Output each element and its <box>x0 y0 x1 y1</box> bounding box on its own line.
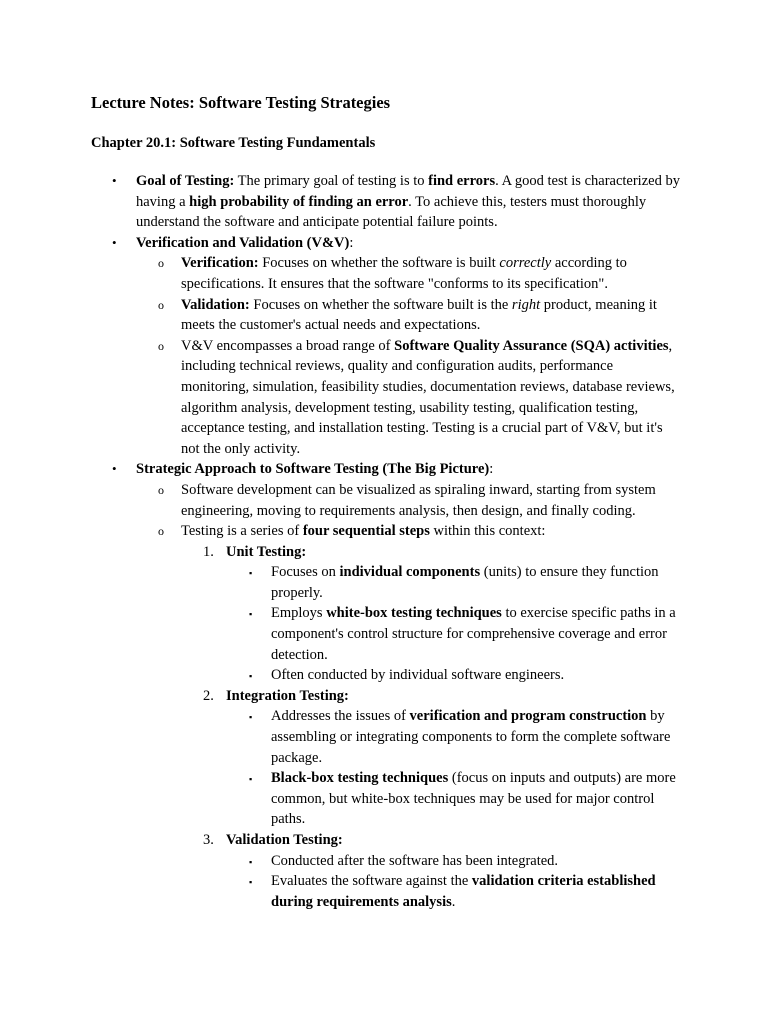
item-emphasis: Black-box testing techniques <box>271 770 449 787</box>
bullet-marker: • <box>112 461 117 477</box>
strategic-colon: : <box>489 461 494 478</box>
list-item <box>249 851 681 872</box>
step-validation-testing <box>203 830 681 851</box>
item-text: (units) to ensure they function properly. <box>271 564 659 601</box>
item-emphasis: white-box testing techniques <box>326 605 502 622</box>
step-label: Integration Testing: <box>226 687 349 704</box>
list-item <box>249 603 681 665</box>
square-marker: ▪ <box>249 856 253 867</box>
sub-bullet-marker: o <box>158 482 164 497</box>
item-text: . <box>451 893 456 910</box>
square-marker: ▪ <box>249 712 253 723</box>
strategic-label: Strategic Approach to Software Testing (The Big Picture) <box>136 461 490 478</box>
notes-body <box>0 171 768 912</box>
sub-bullet-marker: o <box>158 297 164 312</box>
verification-italic: correctly <box>499 255 552 272</box>
bullet-verification-validation <box>112 233 681 254</box>
item-text: by assembling or integrating components to form the complete software package. <box>271 708 671 766</box>
sub-bullet-marker: o <box>158 338 164 353</box>
sub-bullet-verification <box>158 253 681 294</box>
chapter-heading: Chapter 20.1: Software Testing Fundamentals <box>91 135 376 151</box>
sqa-emphasis: Software Quality Assurance (SQA) activities <box>394 337 669 354</box>
bullet-marker: • <box>112 234 117 250</box>
spiral-text: Software development can be visualized as spiraling inward, starting from system engineering, moving to requirements analysis, then design, and finally coding. <box>181 481 656 519</box>
step-label: Validation Testing: <box>226 832 343 848</box>
item-emphasis: verification and program construction <box>409 708 647 725</box>
item-text: Focuses on <box>271 564 340 581</box>
item-text: to exercise specific paths in a component's control structure for comprehensive coverage and error detection. <box>271 605 676 663</box>
verification-label: Verification: <box>181 255 259 272</box>
sqa-text: , including technical reviews, quality and configuration audits, performance monitoring, simulation, feasibility studies, documentation reviews, database reviews, algorithm analysis, development testing, usability testing, qualification testing, acceptance testing, and installation testing. Testing is a crucial part of V&V, but it's not the only activity. <box>181 337 675 457</box>
sub-bullet-marker: o <box>158 524 164 539</box>
bullet-marker: • <box>112 173 117 188</box>
item-text: Conducted after the software has been integrated. <box>271 852 559 869</box>
list-item <box>249 706 681 768</box>
sub-bullet-validation <box>158 295 681 336</box>
item-text: (focus on inputs and outputs) are more common, but white-box techniques may be used for major control paths. <box>271 770 676 828</box>
list-item <box>249 562 681 603</box>
validation-label: Validation: <box>181 296 250 313</box>
sub-bullet-marker: o <box>158 256 164 271</box>
bullet-goal-of-testing <box>112 171 681 233</box>
goal-text: . A good test is characterized by having a <box>136 173 680 210</box>
square-marker: ▪ <box>249 568 253 579</box>
bullet-strategic-approach <box>112 459 681 480</box>
goal-emphasis: high probability of finding an error <box>189 193 409 210</box>
list-item <box>249 871 681 912</box>
step-integration-testing <box>203 686 681 707</box>
list-item <box>249 768 681 830</box>
step-number: 2. <box>203 687 214 704</box>
goal-text: . To achieve this, testers must thoroughly understand the software and anticipate potential failure points. <box>136 193 647 231</box>
item-text: Addresses the issues of <box>271 708 410 725</box>
item-emphasis: validation criteria established during requirements analysis <box>271 873 656 910</box>
square-marker: ▪ <box>249 671 253 682</box>
square-marker: ▪ <box>249 877 253 888</box>
validation-text: product, meaning it meets the customer's actual needs and expectations. <box>181 296 657 334</box>
step-number: 1. <box>203 543 214 560</box>
sub-bullet-steps-intro <box>158 521 681 542</box>
item-text: Evaluates the software against the <box>271 873 472 890</box>
sub-bullet-sqa <box>158 336 681 460</box>
item-text: Employs <box>271 605 327 622</box>
item-emphasis: individual components <box>339 564 481 581</box>
page-title: Lecture Notes: Software Testing Strategies <box>91 93 391 112</box>
step-number: 3. <box>203 832 214 848</box>
step-label: Unit Testing: <box>226 543 307 560</box>
sub-bullet-spiral <box>158 480 681 521</box>
verification-text: according to specifications. It ensures that the software "conforms to its specification". <box>181 255 627 292</box>
square-marker: ▪ <box>249 609 253 620</box>
steps-intro-text: Testing is a series of <box>181 523 303 540</box>
goal-label: Goal of Testing: <box>136 173 235 189</box>
sqa-text: V&V encompasses a broad range of <box>181 337 395 354</box>
goal-emphasis: find errors <box>428 173 496 189</box>
vv-label: Verification and Validation (V&V) <box>136 234 350 251</box>
item-text: Often conducted by individual software engineers. <box>271 667 565 684</box>
verification-text: Focuses on whether the software is built <box>258 255 500 272</box>
validation-italic: right <box>511 296 541 313</box>
steps-intro-text: within this context: <box>429 523 546 540</box>
vv-colon: : <box>349 234 354 251</box>
square-marker: ▪ <box>249 774 253 785</box>
goal-text: The primary goal of testing is to <box>234 173 429 189</box>
steps-intro-emphasis: four sequential steps <box>302 523 430 540</box>
validation-text: Focuses on whether the software built is the <box>249 296 512 313</box>
list-item <box>249 665 681 686</box>
step-unit-testing <box>203 542 681 563</box>
